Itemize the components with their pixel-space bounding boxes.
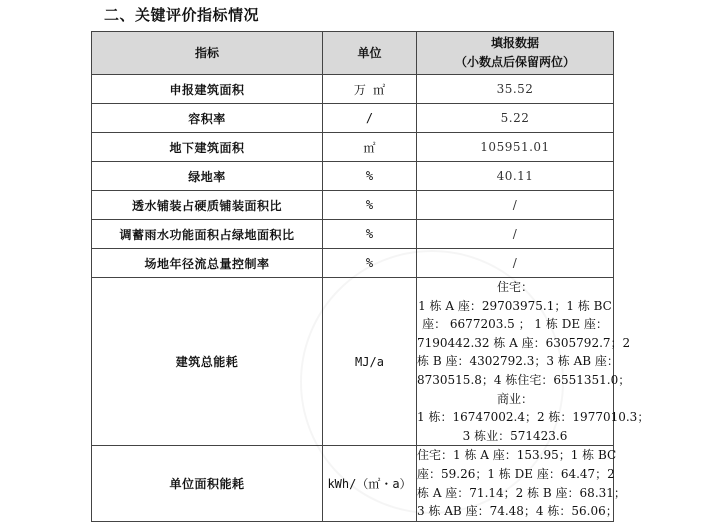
value-line: 1 栋：16747002.4；2 栋：1977010.3； (417, 410, 650, 425)
key-indicators-table (91, 31, 650, 522)
table-row (92, 104, 614, 133)
row-name: 建筑总能耗 (92, 278, 323, 446)
value-line: 座：59.26；1 栋 DE 座：64.47；2 (417, 466, 615, 481)
value-line: 8730515.8；4 栋住宅：6551351.0； (417, 372, 631, 387)
header-value (417, 32, 614, 75)
header-value-line1: 填报数据 (490, 36, 539, 50)
row-unit: kWh/（㎡・a） (323, 446, 417, 521)
row-value: 105951.01 (417, 133, 614, 162)
table-row-energy-total (92, 278, 614, 446)
table-row (92, 220, 614, 249)
header-indicator: 指标 (92, 32, 323, 75)
row-unit: / (323, 104, 417, 133)
row-name: 地下建筑面积 (92, 133, 323, 162)
row-name: 透水铺装占硬质铺装面积比 (92, 191, 323, 220)
table-row (92, 133, 614, 162)
row-name: 调蓄雨水功能面积占绿地面积比 (92, 220, 323, 249)
energy-unit-area-values (417, 446, 626, 521)
table-row (92, 162, 614, 191)
row-unit: % (323, 220, 417, 249)
value-line: 栋 B 座：4302792.3；3 栋 AB 座： (417, 354, 619, 369)
row-name: 绿地率 (92, 162, 323, 191)
table-header-row (92, 32, 614, 75)
row-name: 容积率 (92, 104, 323, 133)
value-line: 座： 6677203.5 ； 1 栋 DE 座： (422, 317, 608, 332)
row-value: / (417, 191, 614, 220)
row-unit: % (323, 162, 417, 191)
row-value: 40.11 (417, 162, 614, 191)
row-name: 场地年径流总量控制率 (92, 249, 323, 278)
header-unit: 单位 (323, 32, 417, 75)
value-line: 住宅： (496, 280, 533, 294)
energy-total-values (417, 278, 650, 446)
value-line: 1 栋 A 座：29703975.1；1 栋 BC (418, 298, 612, 313)
row-unit: % (323, 191, 417, 220)
table-row (92, 75, 614, 104)
row-value: / (417, 220, 614, 249)
row-name: 单位面积能耗 (92, 446, 323, 521)
value-line: 7190442.32 栋 A 座：6305792.7；2 (417, 335, 631, 350)
table-row (92, 249, 614, 278)
table-row (92, 191, 614, 220)
table-row-energy-unit-area (92, 446, 614, 521)
value-line: 3 栋 AB 座：74.48；4 栋：56.06； (417, 504, 618, 519)
value-line: 栋 A 座：71.14；2 栋 B 座：68.31； (417, 485, 626, 500)
value-line: 3 栋业：571423.6 (462, 428, 568, 443)
row-value: / (417, 249, 614, 278)
row-value: 5.22 (417, 104, 614, 133)
row-unit: MJ/a (323, 278, 417, 446)
row-value: 35.52 (417, 75, 614, 104)
row-unit: ㎡ (323, 133, 417, 162)
row-unit: % (323, 249, 417, 278)
row-name: 申报建筑面积 (92, 75, 323, 104)
value-line: 商业： (496, 391, 533, 406)
header-value-line2: （小数点后保留两位） (454, 55, 575, 69)
row-unit: 万 ㎡ (323, 75, 417, 104)
value-line: 住宅：1 栋 A 座：153.95；1 栋 BC (417, 448, 617, 463)
section-heading: 二、关键评价指标情况 (104, 6, 260, 24)
